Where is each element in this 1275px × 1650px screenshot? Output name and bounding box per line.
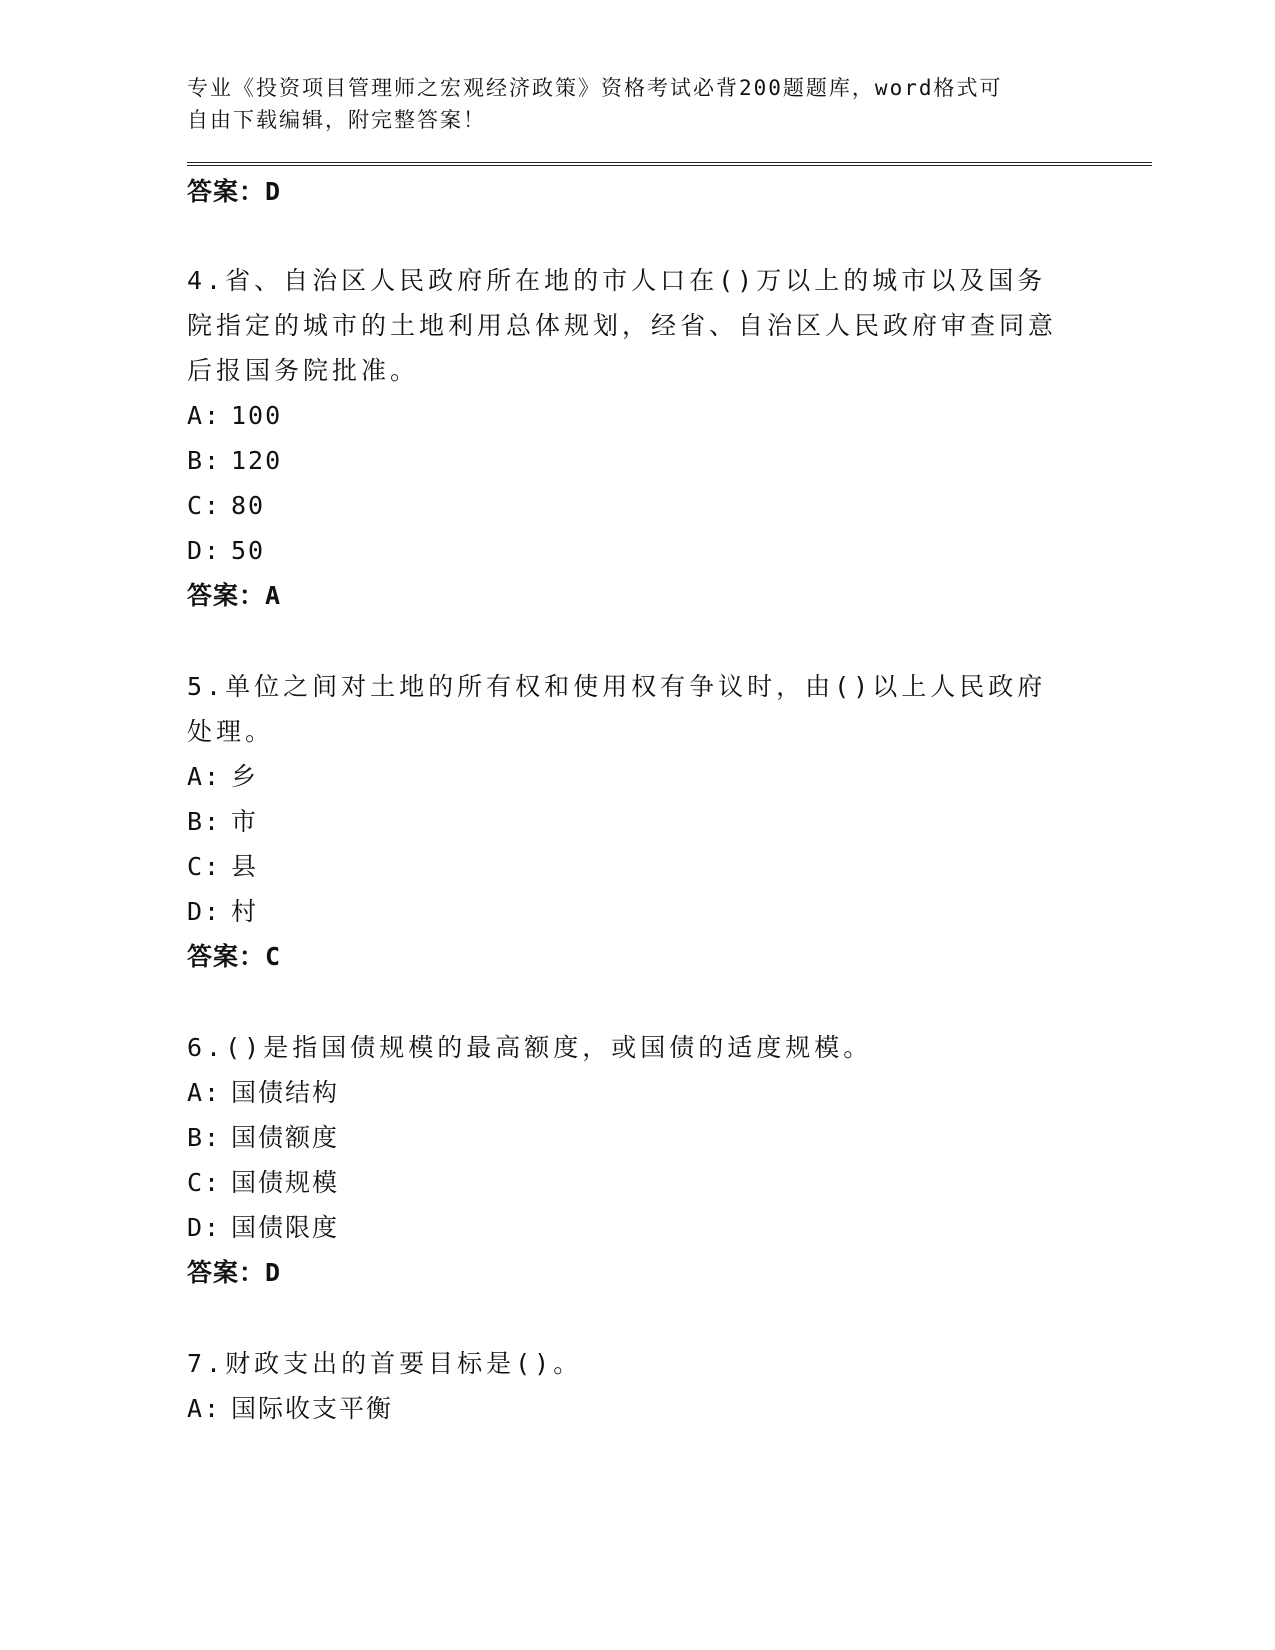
- question-text: 5.单位之间对土地的所有权和使用权有争议时，由()以上人民政府处理。: [187, 672, 1047, 746]
- option-value: 村: [231, 897, 259, 926]
- option-d: [187, 889, 1152, 934]
- header-line-2: 自由下载编辑，附完整答案！: [187, 108, 486, 132]
- option-d: [187, 528, 1152, 573]
- option-value: 国债额度: [231, 1123, 340, 1152]
- header-divider: [187, 162, 1152, 166]
- question-answer: 答案：D: [187, 1258, 282, 1287]
- document-body: [187, 174, 1152, 1431]
- answer-previous: 答案：D: [187, 177, 282, 206]
- question-5: [187, 664, 1152, 979]
- option-label: C:: [187, 491, 222, 520]
- option-value: 国际收支平衡: [231, 1394, 394, 1423]
- question-answer: 答案：A: [187, 581, 282, 610]
- question-text: 7.财政支出的首要目标是()。: [187, 1349, 583, 1378]
- option-label: A:: [187, 1078, 222, 1107]
- option-c: [187, 483, 1152, 528]
- option-label: D:: [187, 536, 222, 565]
- option-label: B:: [187, 446, 222, 475]
- header-line-1: 专业《投资项目管理师之宏观经济政策》资格考试必背200题题库，word格式可: [187, 76, 1003, 100]
- option-value: 80: [231, 491, 266, 520]
- option-b: [187, 799, 1152, 844]
- document-page: [187, 72, 1152, 1431]
- question-4: [187, 258, 1152, 618]
- question-answer: 答案：C: [187, 942, 282, 971]
- question-text: 4.省、自治区人民政府所在地的市人口在()万以上的城市以及国务院指定的城市的土地利用总体规划，经省、自治区人民政府审查同意后报国务院批准。: [187, 266, 1058, 385]
- option-label: D:: [187, 1213, 222, 1242]
- option-a: [187, 1070, 1152, 1115]
- option-label: C:: [187, 1168, 222, 1197]
- option-value: 国债限度: [231, 1213, 340, 1242]
- option-b: [187, 1115, 1152, 1160]
- question-text: 6.()是指国债规模的最高额度，或国债的适度规模。: [187, 1033, 873, 1062]
- option-label: B:: [187, 1123, 222, 1152]
- option-label: C:: [187, 852, 222, 881]
- option-value: 50: [231, 536, 266, 565]
- option-value: 县: [231, 852, 259, 881]
- option-value: 乡: [231, 762, 259, 791]
- option-a: [187, 754, 1152, 799]
- page-header: [187, 72, 1067, 136]
- option-label: B:: [187, 807, 222, 836]
- option-value: 国债规模: [231, 1168, 340, 1197]
- option-c: [187, 1160, 1152, 1205]
- option-c: [187, 844, 1152, 889]
- option-value: 100: [231, 401, 283, 430]
- option-label: A:: [187, 762, 222, 791]
- option-value: 120: [231, 446, 283, 475]
- question-7: [187, 1341, 1152, 1431]
- question-6: [187, 1025, 1152, 1295]
- option-value: 市: [231, 807, 259, 836]
- option-a: [187, 1386, 1152, 1431]
- option-value: 国债结构: [231, 1078, 340, 1107]
- option-label: D:: [187, 897, 222, 926]
- option-label: A:: [187, 401, 222, 430]
- option-label: A:: [187, 1394, 222, 1423]
- option-d: [187, 1205, 1152, 1250]
- option-a: [187, 393, 1152, 438]
- option-b: [187, 438, 1152, 483]
